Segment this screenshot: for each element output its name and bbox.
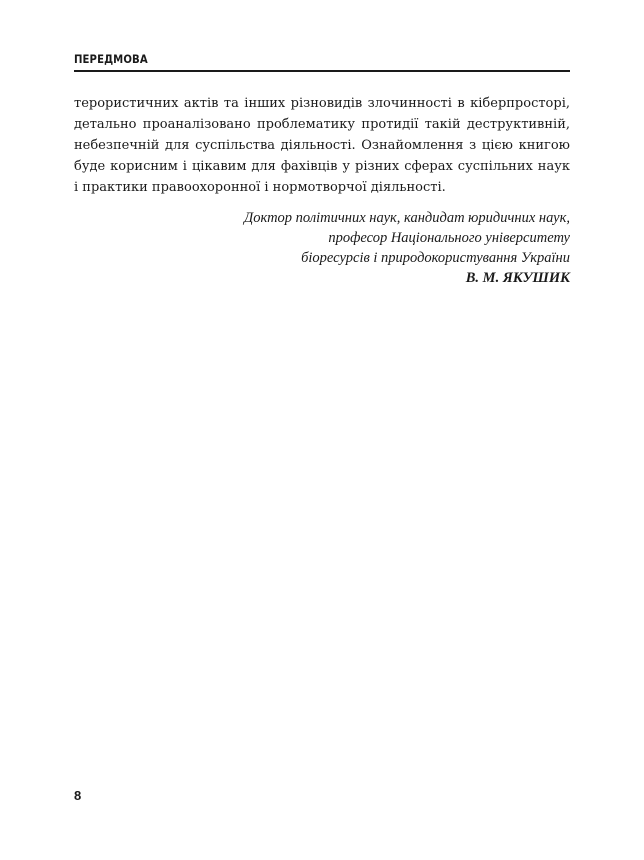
paragraph-line: небезпечній для суспільства діяльності. Ознайомлення з цією книгою <box>74 138 570 153</box>
signature-name: В. М. ЯКУШИК <box>465 270 570 286</box>
paragraph-line: детально проаналізовано проблематику протидії такій деструктивній, <box>74 117 570 132</box>
section-title: ПЕРЕДМОВА <box>74 52 148 66</box>
running-header <box>74 51 570 72</box>
page-number: 8 <box>74 788 82 803</box>
signature-position: професор Національного університету <box>328 230 570 246</box>
body-paragraph <box>74 93 570 198</box>
signature-credentials: Доктор політичних наук, кандидат юридичних наук, <box>244 210 570 226</box>
paragraph-line: буде корисним і цікавим для фахівців у різних сферах суспільних наук <box>74 159 570 174</box>
paragraph-line: і практики правоохоронної і нормотворчої діяльності. <box>74 180 446 195</box>
signature-institution: біоресурсів і природокористування України <box>301 250 570 266</box>
paragraph-line: терористичних актів та інших різновидів злочинності в кіберпросторі, <box>74 96 570 111</box>
signature-block <box>74 208 570 288</box>
